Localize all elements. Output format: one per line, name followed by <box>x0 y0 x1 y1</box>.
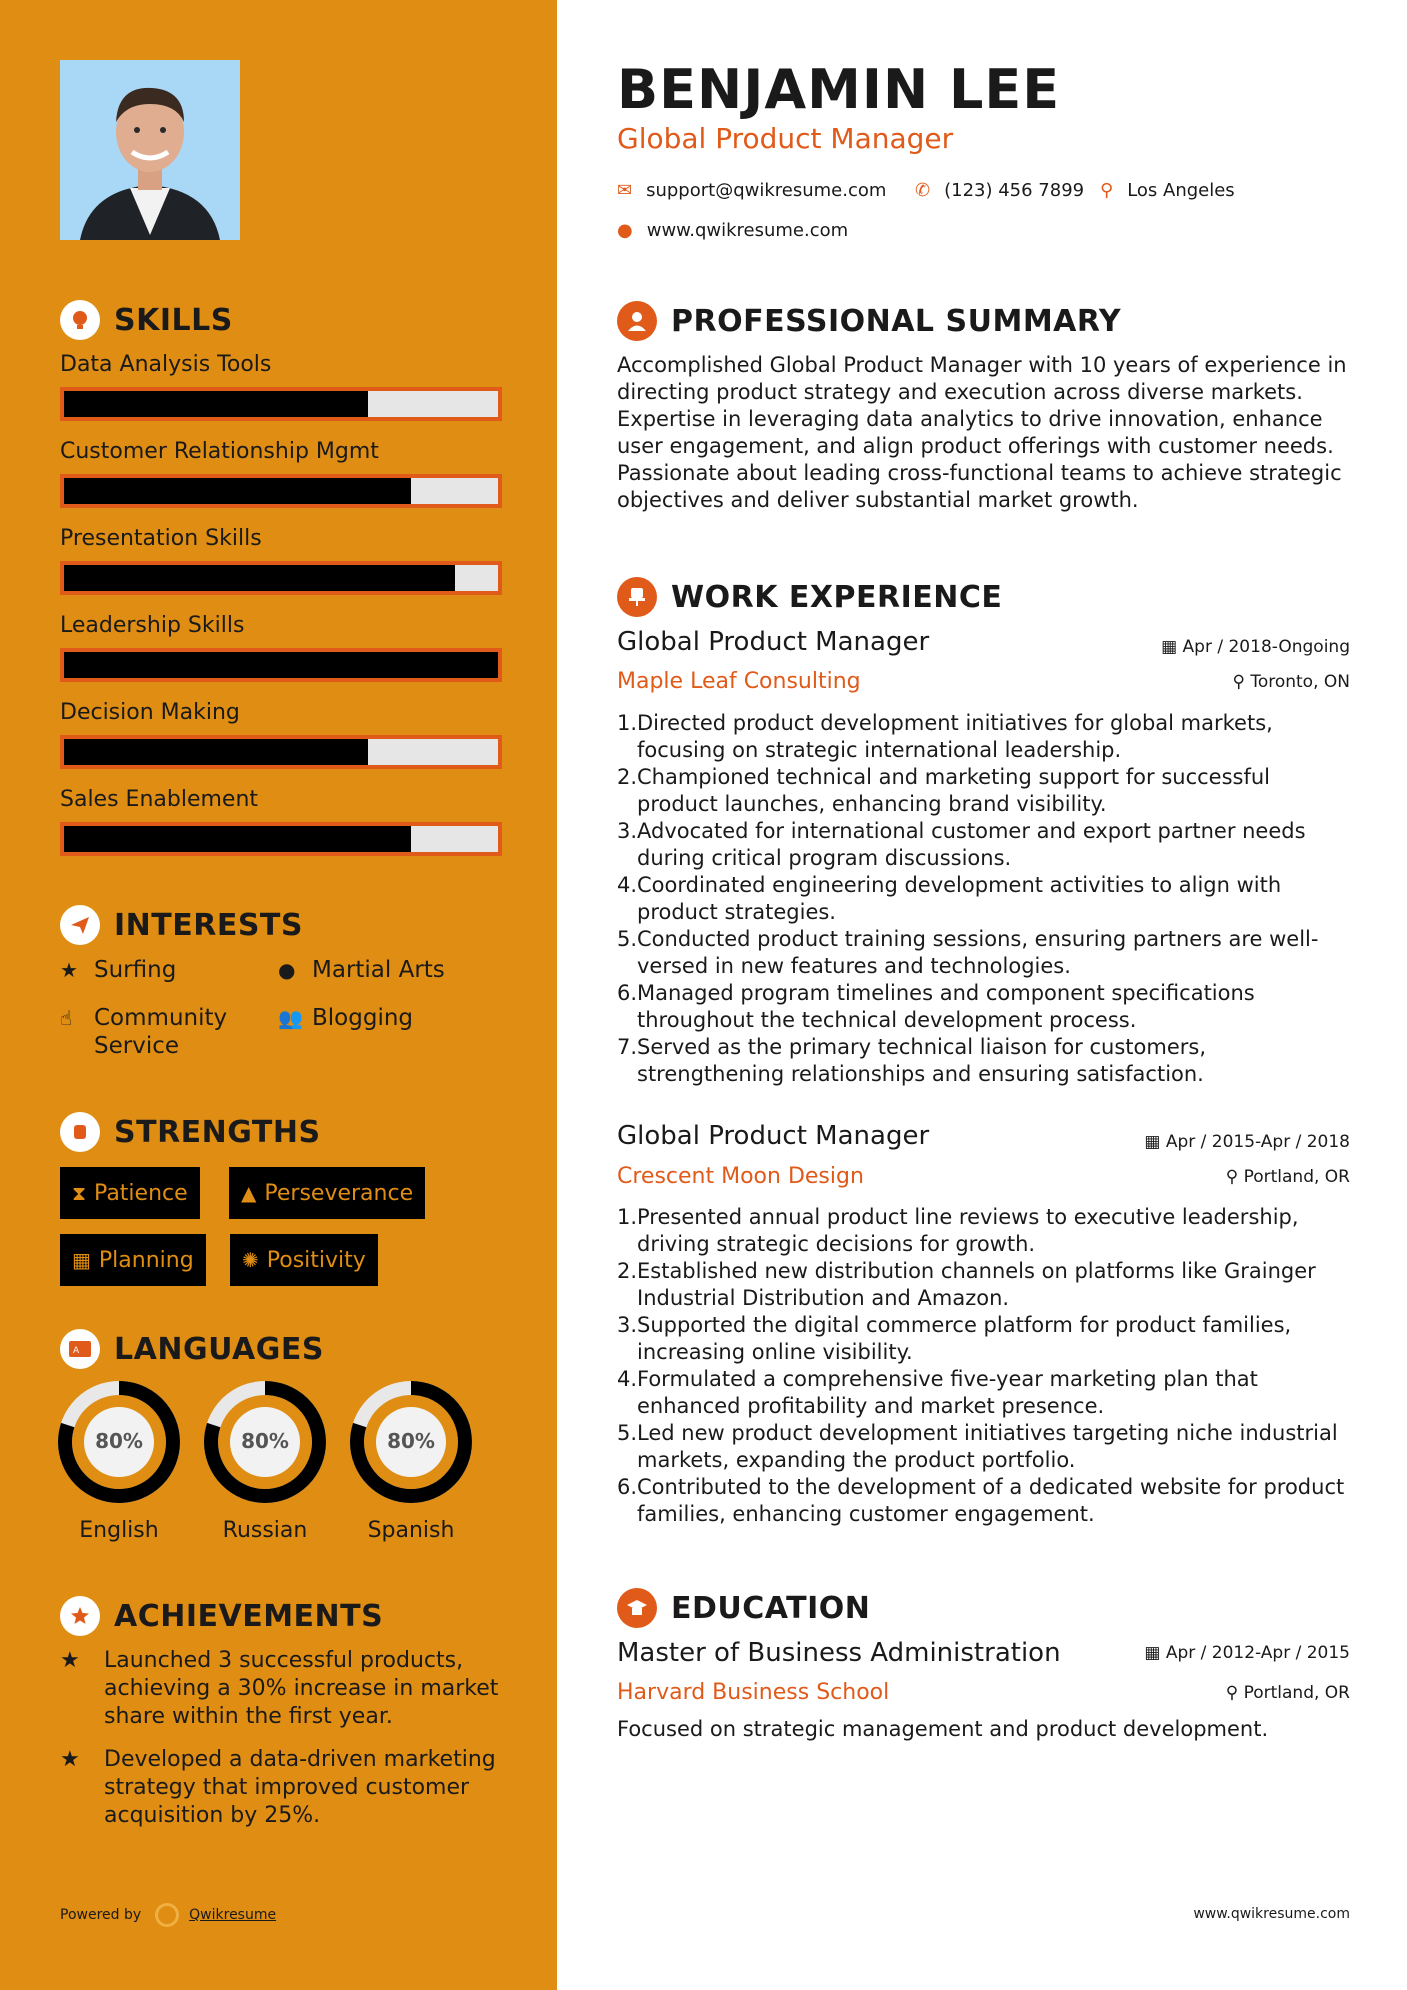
star-icon: ★ <box>60 1747 80 1772</box>
list-item: 6. Managed program timelines and component specifications throughout the technical development process. <box>617 981 1255 1032</box>
skill-item <box>60 787 502 856</box>
list-item: 4. Coordinated engineering development activities to align with product strategies. <box>617 873 1282 924</box>
education-date-text: Apr / 2012-Apr / 2015 <box>1165 1643 1350 1663</box>
summary-title: PROFESSIONAL SUMMARY <box>671 303 1122 339</box>
job-company: Maple Leaf Consulting <box>617 669 861 694</box>
skill-label: Presentation Skills <box>60 526 262 551</box>
footer-website[interactable]: www.qwikresume.com <box>1193 1906 1350 1922</box>
summary-text: Accomplished Global Product Manager with 10 years of experience in directing product strategy and execution across diverse markets. Expertise in leveraging data analytics to drive innovation, enhance user engagement, and align product offerings with customer needs. Passionate about leading cross-functional teams to achieve strategic objectives and deliver substantial market growth. <box>617 353 1347 512</box>
education-heading <box>617 1588 870 1628</box>
skill-item <box>60 613 502 682</box>
candidate-name: BENJAMIN LEE <box>617 58 1061 121</box>
job-location <box>1232 672 1350 692</box>
strength-label: Positivity <box>266 1247 366 1273</box>
job-company: Crescent Moon Design <box>617 1164 864 1189</box>
language-item <box>57 1380 181 1543</box>
list-item: 3. Supported the digital commerce platform for product families, increasing online visibility. <box>617 1313 1292 1364</box>
skill-bar <box>60 735 502 769</box>
job-bullets <box>617 710 1357 1088</box>
languages-title: LANGUAGES <box>114 1331 324 1367</box>
skill-bar <box>60 387 502 421</box>
job-date <box>1161 637 1350 657</box>
education-location <box>1226 1683 1350 1703</box>
email-text: support@qwikresume.com <box>646 180 887 201</box>
interests-title: INTERESTS <box>114 907 303 943</box>
star-icon: ★ <box>60 1648 80 1673</box>
skill-fill <box>64 391 368 417</box>
interests-heading <box>60 905 303 945</box>
list-item: 3. Advocated for international customer and export partner needs during critical program discussions. <box>617 819 1306 870</box>
summary-heading <box>617 301 1121 341</box>
list-item: 7. Served as the primary technical liaison for customers, strengthening relationships and ensuring satisfaction. <box>617 1035 1206 1086</box>
language-name: English <box>79 1518 159 1543</box>
list-item: 2. Established new distribution channels on platforms like Grainger Industrial Distribution and Amazon. <box>617 1259 1316 1310</box>
job-location-text: Toronto, ON <box>1250 672 1350 692</box>
skill-fill <box>64 739 368 765</box>
phone-icon: ✆ <box>915 180 931 201</box>
strength-badge <box>230 1234 378 1286</box>
list-item: 5. Conducted product training sessions, ensuring partners are well-versed in new features and technologies. <box>617 927 1319 978</box>
strength-badge <box>60 1167 200 1219</box>
list-item: 1. Directed product development initiatives for global markets, focusing on strategic international leadership. <box>617 711 1273 762</box>
interest-item <box>278 956 498 984</box>
job-date <box>1144 1132 1350 1152</box>
road-icon: ▲ <box>241 1181 257 1205</box>
skill-bar <box>60 822 502 856</box>
strength-label: Patience <box>94 1180 188 1206</box>
skill-item <box>60 526 502 595</box>
sun-icon: ✺ <box>242 1248 259 1272</box>
skill-bar <box>60 561 502 595</box>
location-text: Los Angeles <box>1127 180 1235 201</box>
school-name: Harvard Business School <box>617 1680 890 1705</box>
star-badge-icon <box>60 1596 100 1636</box>
pin-icon: ⚲ <box>1225 1167 1244 1187</box>
interest-item <box>60 1004 260 1060</box>
interest-label: Community Service <box>94 1005 228 1059</box>
strengths-title: STRENGTHS <box>114 1114 321 1150</box>
star-icon: ★ <box>60 958 78 982</box>
job-title: Global Product Manager <box>617 1121 930 1151</box>
language-level: 80% <box>387 1429 435 1453</box>
degree-title: Master of Business Administration <box>617 1638 1061 1668</box>
languages-heading <box>60 1329 324 1369</box>
achievements-heading <box>60 1596 383 1636</box>
contact-phone[interactable] <box>915 180 1084 201</box>
education-location-text: Portland, OR <box>1243 1683 1350 1703</box>
job-title: Global Product Manager <box>617 627 930 657</box>
skills-heading <box>60 300 233 340</box>
list-item: 5. Led new product development initiatives targeting niche industrial markets, expanding the product portfolio. <box>617 1421 1338 1472</box>
strength-label: Planning <box>98 1247 194 1273</box>
skill-bar <box>60 648 502 682</box>
globe-icon: ● <box>617 220 633 241</box>
achievement-text: Developed a data-driven marketing strategy that improved customer acquisition by 25%. <box>104 1747 496 1828</box>
phone-text: (123) 456 7899 <box>944 180 1085 201</box>
achievements-title: ACHIEVEMENTS <box>114 1598 384 1634</box>
language-name: Spanish <box>367 1518 455 1543</box>
sidebar <box>0 0 557 1990</box>
profile-photo <box>60 60 240 240</box>
svg-text:A: A <box>73 1346 80 1356</box>
qwikresume-link[interactable]: Qwikresume <box>189 1907 277 1923</box>
skill-fill <box>64 826 411 852</box>
experience-heading <box>617 577 1002 617</box>
achievement-text: Launched 3 successful products, achieving a 30% increase in market share within the first year. <box>104 1648 499 1729</box>
list-item: 2. Championed technical and marketing support for successful product launches, enhancing brand visibility. <box>617 765 1271 816</box>
job-date-text: Apr / 2015-Apr / 2018 <box>1165 1132 1350 1152</box>
skill-label: Leadership Skills <box>60 613 245 638</box>
language-item <box>349 1380 473 1543</box>
skill-item <box>60 700 502 769</box>
qwikresume-logo-icon <box>155 1903 179 1927</box>
job-date-text: Apr / 2018-Ongoing <box>1182 637 1350 657</box>
fist-icon <box>60 1112 100 1152</box>
strengths-heading <box>60 1112 321 1152</box>
calendar-icon: ▦ <box>72 1248 91 1272</box>
envelope-icon: ✉ <box>617 180 633 201</box>
skill-label: Decision Making <box>60 700 240 725</box>
job-location-text: Portland, OR <box>1243 1167 1350 1187</box>
skills-title: SKILLS <box>114 302 233 338</box>
list-item: 1. Presented annual product line reviews to executive leadership, driving strategic decisions for growth. <box>617 1205 1299 1256</box>
language-icon <box>60 1329 100 1369</box>
skill-label: Sales Enablement <box>60 787 259 812</box>
chair-icon <box>617 577 657 617</box>
calendar-icon: ▦ <box>1144 1643 1166 1663</box>
skill-fill <box>64 478 411 504</box>
achievement-item <box>60 1746 500 1830</box>
strength-badge <box>229 1167 425 1219</box>
contact-email[interactable] <box>617 180 886 201</box>
skill-fill <box>64 652 498 678</box>
education-title: EDUCATION <box>671 1590 871 1626</box>
users-icon: 👥 <box>278 1006 303 1030</box>
skill-fill <box>64 565 455 591</box>
skill-item <box>60 439 502 508</box>
experience-title: WORK EXPERIENCE <box>671 579 1003 615</box>
pin-icon: ⚲ <box>1225 1683 1244 1703</box>
hand-icon: ☝ <box>60 1006 73 1030</box>
interest-item <box>278 1004 498 1032</box>
main-content <box>557 0 1407 1990</box>
job-bullets <box>617 1204 1357 1528</box>
language-level: 80% <box>95 1429 143 1453</box>
language-item <box>203 1380 327 1543</box>
paper-plane-icon <box>60 905 100 945</box>
globe-icon: ● <box>278 958 296 982</box>
lightbulb-icon <box>60 300 100 340</box>
interest-label: Surfing <box>94 957 177 983</box>
skill-label: Customer Relationship Mgmt <box>60 439 379 464</box>
strength-badge <box>60 1234 206 1286</box>
powered-by <box>60 1903 276 1927</box>
skill-bar <box>60 474 502 508</box>
hourglass-icon: ⧗ <box>72 1181 87 1205</box>
language-name: Russian <box>222 1518 308 1543</box>
education-description: Focused on strategic management and product development. <box>617 1717 1269 1741</box>
achievement-item <box>60 1647 500 1731</box>
interest-label: Martial Arts <box>312 957 445 983</box>
skill-item <box>60 352 502 421</box>
candidate-title: Global Product Manager <box>617 122 954 155</box>
powered-by-label: Powered by <box>60 1907 142 1923</box>
calendar-icon: ▦ <box>1161 637 1183 657</box>
interest-label: Blogging <box>312 1005 414 1031</box>
skill-label: Data Analysis Tools <box>60 352 272 377</box>
strength-label: Perseverance <box>264 1180 414 1206</box>
contact-website[interactable] <box>617 220 848 241</box>
graduation-icon <box>617 1588 657 1628</box>
list-item: 4. Formulated a comprehensive five-year marketing plan that enhanced profitability and market presence. <box>617 1367 1258 1418</box>
user-icon <box>617 301 657 341</box>
map-pin-icon: ⚲ <box>1100 180 1114 201</box>
website-text: www.qwikresume.com <box>646 220 849 241</box>
job-location <box>1226 1167 1350 1187</box>
contact-location <box>1100 180 1235 201</box>
interest-item <box>60 956 260 984</box>
pin-icon: ⚲ <box>1232 672 1251 692</box>
calendar-icon: ▦ <box>1144 1132 1166 1152</box>
list-item: 6. Contributed to the development of a dedicated website for product families, enhancing customer engagement. <box>617 1475 1345 1526</box>
language-level: 80% <box>241 1429 289 1453</box>
education-date <box>1144 1643 1350 1663</box>
